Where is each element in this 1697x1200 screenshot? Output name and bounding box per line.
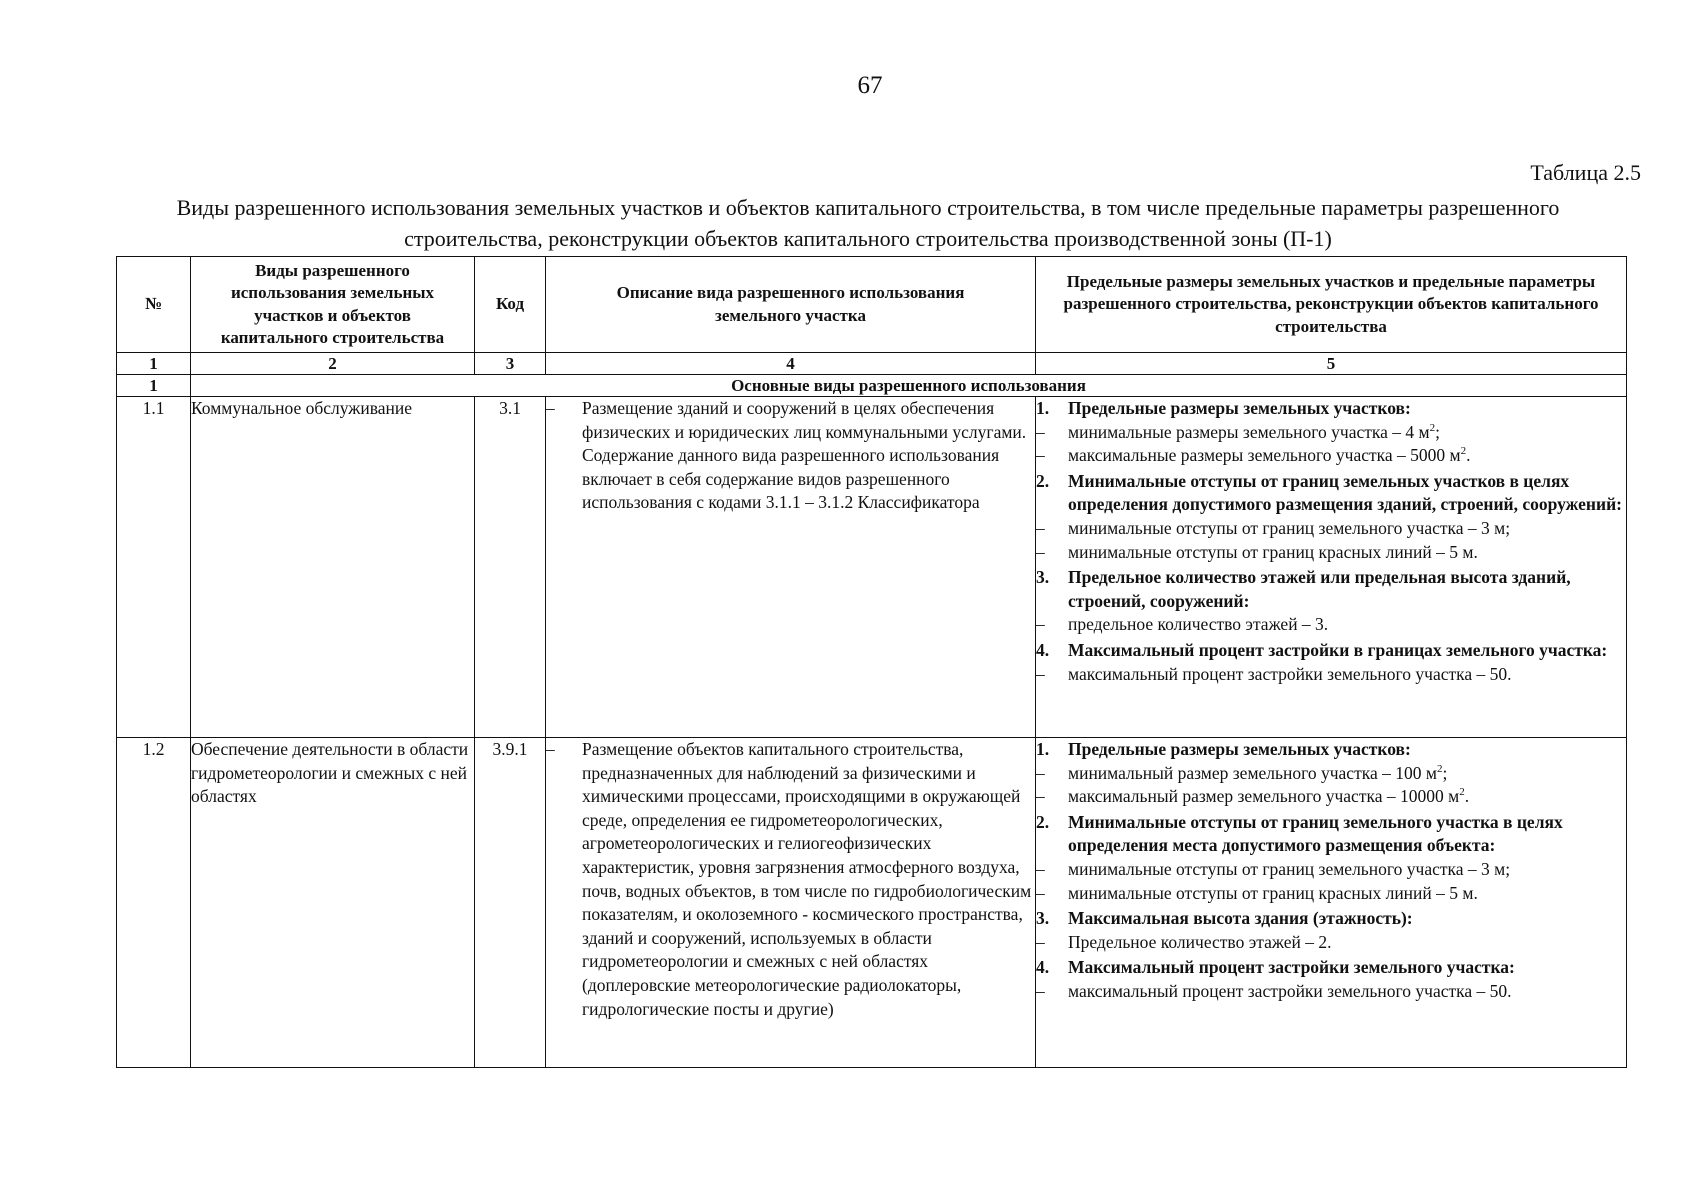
description-text: Размещение зданий и сооружений в целях обеспечения физических и юридических лиц коммунальными услугами. Содержание данного вида разрешенного использования включает в себя содержание видов разрешенного использования с кодами 3.1.1 – 3.1.2 Классификатора <box>582 398 1027 513</box>
parameter-item <box>1036 444 1626 468</box>
limit-parameters <box>1036 397 1627 738</box>
parameter-text-main: минимальные отступы от границ красных линий – 5 м. <box>1068 882 1478 903</box>
row-number: 1.1 <box>117 397 191 738</box>
list-number: 1. <box>1036 739 1050 759</box>
parameter-text <box>1068 444 1470 468</box>
parameter-heading <box>1036 956 1626 980</box>
parameter-text-main: Предельное количество этажей – 2. <box>1068 931 1332 952</box>
dash-marker: – <box>1036 931 1045 952</box>
header-use-type: Виды разрешенного использования земельных участков и объектов капитального строительства <box>191 257 475 353</box>
parameter-item <box>1036 858 1626 882</box>
list-number: 4. <box>1036 957 1050 978</box>
dash-marker: – <box>1036 541 1045 562</box>
column-number: 5 <box>1036 353 1627 375</box>
parameter-heading <box>1036 738 1626 762</box>
parameter-text <box>1068 613 1328 637</box>
table-label: Таблица 2.5 <box>1530 160 1641 185</box>
parameter-text-main: минимальные отступы от границ земельного участка – 3 м; <box>1068 858 1511 879</box>
dash-marker: – <box>1036 445 1045 466</box>
superscript: 2 <box>1429 421 1436 434</box>
parameter-text-main: минимальные отступы от границ красных линий – 5 м. <box>1068 541 1478 562</box>
parameter-text-main: минимальные размеры земельного участка – 4 м <box>1068 421 1430 442</box>
parameter-text-main: Максимальный процент застройки земельного участка: <box>1068 957 1515 978</box>
parameter-text <box>1068 956 1515 980</box>
parameter-text <box>1068 517 1510 541</box>
parameter-text <box>1068 470 1626 517</box>
list-number: 3. <box>1036 908 1050 929</box>
use-code: 3.1 <box>475 397 546 738</box>
parameter-text <box>1068 397 1411 421</box>
list-number: 3. <box>1036 567 1050 588</box>
page-number: 67 <box>857 72 883 99</box>
parameter-text <box>1068 882 1478 906</box>
parameter-text <box>1068 762 1447 786</box>
header-parameters: Предельные размеры земельных участков и предельные параметры разрешенного строительства, реконструкции объектов капитального строительства <box>1036 257 1627 353</box>
column-number: 3 <box>475 353 546 375</box>
dash-marker: – <box>1036 421 1045 442</box>
parameter-item <box>1036 980 1626 1004</box>
description-text: Размещение объектов капитального строительства, предназначенных для наблюдений за физическими и химическими процессами, происходящими в окружающей среде, определения ее гидрометеорологических, агрометеорологических и гелиогеофизических характеристик, уровня загрязнения атмосферного воздуха, почв, водных объектов, в том числе по гидробиологическим показателям, и околоземного - космического пространства, зданий и сооружений, используемых в области гидрометеорологии и смежных с ней областях (доплеровские метеорологические радиолокаторы, гидрологические посты и другие) <box>582 739 1032 1019</box>
use-description <box>546 738 1036 1068</box>
column-number: 2 <box>191 353 475 375</box>
list-number: 1. <box>1036 398 1050 418</box>
parameter-item <box>1036 613 1626 637</box>
parameter-text-main: Предельное количество этажей или предельная высота зданий, строений, сооружений: <box>1068 567 1571 611</box>
column-number: 1 <box>117 353 191 375</box>
use-type-name: Коммунальное обслуживание <box>191 397 475 738</box>
parameter-text-main: Минимальные отступы от границ земельных участков в целях определения допустимого размещения зданий, строений, сооружений: <box>1068 470 1622 515</box>
dash-marker: – <box>1036 882 1045 903</box>
parameter-item <box>1036 663 1626 687</box>
parameter-item <box>1036 541 1626 565</box>
parameter-text-main: минимальный размер земельного участка – 100 м <box>1068 762 1437 783</box>
parameter-text <box>1068 980 1512 1004</box>
dash-marker: – <box>1036 858 1045 879</box>
dash-marker: – <box>1036 663 1045 684</box>
dash-marker: – <box>1036 762 1045 783</box>
parameter-text-tail: ; <box>1435 421 1440 442</box>
parameter-text <box>1068 738 1411 762</box>
parameter-text-tail: ; <box>1442 762 1448 783</box>
superscript: 2 <box>1460 445 1467 458</box>
header-code: Код <box>475 257 546 353</box>
parameter-text-main: Максимальная высота здания (этажность): <box>1068 908 1413 929</box>
parameter-text-tail: . <box>1466 445 1471 466</box>
parameter-text-main: Минимальные отступы от границ земельного участка в целях определения места допустимого размещения объекта: <box>1068 811 1563 856</box>
column-number-row <box>117 353 1627 375</box>
dash-marker: – <box>1036 614 1045 635</box>
parameter-text <box>1068 663 1512 687</box>
parameter-item <box>1036 762 1626 786</box>
section-title: Основные виды разрешенного использования <box>191 375 1627 397</box>
use-code: 3.9.1 <box>475 738 546 1068</box>
limit-parameters <box>1036 738 1627 1068</box>
dash-marker: – <box>546 398 555 418</box>
parameter-item <box>1036 421 1626 445</box>
parameter-text-main: максимальный размер земельного участка – 10000 м <box>1068 786 1460 807</box>
header-number: № <box>117 257 191 353</box>
header-description: Описание вида разрешенного использования земельного участка <box>546 257 1036 353</box>
dash-marker: – <box>546 739 555 759</box>
parameter-text-main: предельное количество этажей – 3. <box>1068 614 1329 635</box>
parameter-text-main: минимальные отступы от границ земельного участка – 3 м; <box>1068 517 1511 538</box>
table-caption: Виды разрешенного использования земельных участков и объектов капитального строительства, в том числе предельные параметры разрешенного строительства, реконструкции объектов капитального строительства производственной зоны (П-1) <box>176 195 1560 251</box>
parameter-heading <box>1036 397 1626 421</box>
parameter-heading <box>1036 907 1626 931</box>
section-number: 1 <box>117 375 191 397</box>
header-row <box>117 257 1627 353</box>
table-row <box>117 738 1627 1068</box>
parameter-text-main: максимальные размеры земельного участка – 5000 м <box>1068 445 1461 466</box>
parameter-text <box>1068 541 1478 565</box>
column-number: 4 <box>546 353 1036 375</box>
parameter-heading <box>1036 566 1626 613</box>
parameter-text <box>1068 421 1440 445</box>
parameter-text-main: Максимальный процент застройки в границах земельного участка: <box>1068 639 1608 660</box>
parameter-text-tail: . <box>1464 786 1470 807</box>
parameter-text-main: максимальный процент застройки земельного участка – 50. <box>1068 980 1512 1001</box>
superscript: 2 <box>1459 786 1465 799</box>
parameter-text <box>1068 931 1331 955</box>
list-number: 2. <box>1036 470 1050 491</box>
parameter-text-main: максимальный процент застройки земельного участка – 50. <box>1068 663 1512 684</box>
parameter-text <box>1068 785 1469 809</box>
parameter-text-main: Предельные размеры земельных участков: <box>1068 739 1411 759</box>
dash-marker: – <box>1036 517 1045 538</box>
parameter-heading <box>1036 639 1626 663</box>
parameter-text <box>1068 639 1607 663</box>
parameter-text <box>1068 566 1626 613</box>
dash-marker: – <box>1036 980 1045 1001</box>
use-description <box>546 397 1036 738</box>
row-number: 1.2 <box>117 738 191 1068</box>
dash-marker: – <box>1036 786 1045 807</box>
parameter-heading <box>1036 811 1626 858</box>
parameter-text-main: Предельные размеры земельных участков: <box>1068 398 1411 418</box>
parameter-text <box>1068 811 1626 858</box>
superscript: 2 <box>1436 762 1443 775</box>
use-type-name: Обеспечение деятельности в области гидрометеорологии и смежных с ней областях <box>191 738 475 1068</box>
parameter-item <box>1036 785 1626 809</box>
parameter-heading <box>1036 470 1626 517</box>
parameter-item <box>1036 931 1626 955</box>
table-row <box>117 397 1627 738</box>
parameter-item <box>1036 517 1626 541</box>
parameter-text <box>1068 907 1413 931</box>
parameter-item <box>1036 882 1626 906</box>
list-number: 4. <box>1036 639 1050 660</box>
land-use-table <box>116 256 1627 1068</box>
parameter-text <box>1068 858 1510 882</box>
section-row <box>117 375 1627 397</box>
list-number: 2. <box>1036 811 1050 832</box>
